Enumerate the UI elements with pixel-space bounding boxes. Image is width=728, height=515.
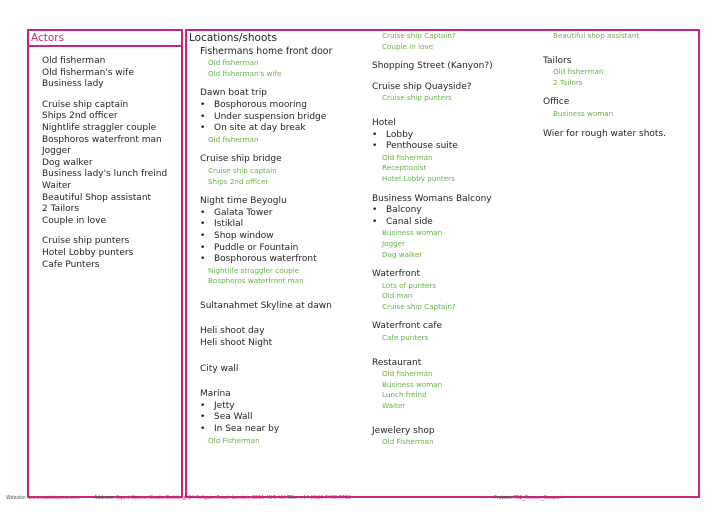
location-item: Fishermans home front door xyxy=(200,46,333,57)
location-bullet: • Bosphorous mooring xyxy=(200,100,332,112)
cast-item: Nightlife straggler couple xyxy=(208,265,300,275)
actor-item: Business lady's lunch freind xyxy=(42,169,168,180)
cast-item: Business woman xyxy=(382,228,443,238)
actor-item: Cruise ship captain xyxy=(42,99,129,110)
cast-item: 2 Tailors xyxy=(553,77,583,87)
cast-item: Beautiful shop assistant xyxy=(553,31,640,40)
cast-item: Cafe punters xyxy=(382,333,429,343)
page-footer xyxy=(6,495,706,505)
actor-item: Waiter xyxy=(42,180,72,191)
actors-heading: Actors xyxy=(31,32,65,44)
location-item: Business Womans Balcony xyxy=(372,193,492,204)
cast-item: Jogger xyxy=(382,238,406,248)
location-item: Restaurant xyxy=(372,357,422,368)
location-item: Night time Beyoglu xyxy=(200,196,287,207)
cast-item: Business woman xyxy=(382,379,443,389)
website-link[interactable]: www.squidopera.com xyxy=(28,496,80,501)
cast-item: Old fisherman xyxy=(553,67,604,77)
cast-item: Old fisherman's wife xyxy=(208,68,282,78)
location-item: Cruise ship Quayside? xyxy=(372,81,472,92)
cast-item: Couple in love xyxy=(382,41,434,51)
location-item: Heli shoot Night xyxy=(200,338,273,349)
cast-item: Old fisherman xyxy=(208,58,259,68)
location-bullet: • Lobby xyxy=(372,130,493,142)
project-value: TS2_Recom_Seaport xyxy=(513,496,563,501)
tel-info xyxy=(287,495,351,503)
location-item: Heli shoot day xyxy=(200,326,265,337)
location-bullet: • Jetty xyxy=(200,401,332,413)
actor-item: Old fisherman's wife xyxy=(42,67,134,78)
location-item: Waterfront xyxy=(372,269,421,280)
actor-item: Nightlife straggler couple xyxy=(42,122,157,133)
location-item: Tailors xyxy=(543,55,572,66)
cast-item: Bosphoros waterfront man xyxy=(208,276,304,286)
cast-item: Receptionist xyxy=(382,163,427,173)
location-item: Sultanahmet Skyline at dawn xyxy=(200,300,332,311)
cast-item: Lots of punters xyxy=(382,280,436,290)
location-bullet: • On site at day break xyxy=(200,123,332,135)
location-item: Office xyxy=(543,97,570,108)
location-item: Wier for rough water shots. xyxy=(543,128,667,139)
location-bullet: • Penthouse suite xyxy=(372,141,493,153)
location-bullet: • Sea Wall xyxy=(200,412,332,424)
cast-item: Waiter xyxy=(382,401,406,411)
actor-item: 2 Tailors xyxy=(42,204,80,215)
location-bullet: • Galata Tower xyxy=(200,208,332,220)
actors-list xyxy=(42,56,167,271)
location-bullet: • Under suspension bridge xyxy=(200,112,332,124)
actor-item: Ships 2nd officer xyxy=(42,111,118,122)
cast-item: Cruise ship punters xyxy=(382,93,452,103)
location-bullet: • In Sea near by xyxy=(200,424,332,436)
actor-item: Bosphoros waterfront man xyxy=(42,134,162,145)
location-item: City wall xyxy=(200,363,239,374)
cast-item: Old man xyxy=(382,291,413,301)
actor-item: Cafe Punters xyxy=(42,259,100,270)
cast-item: Business woman xyxy=(553,108,614,118)
locations-heading: Locations/shoots xyxy=(189,32,277,44)
location-bullet: • Istiklal xyxy=(200,219,332,231)
actor-item: Couple in love xyxy=(42,215,107,226)
address-label: Address: xyxy=(94,496,115,501)
actor-item: Beautiful Shop assistant xyxy=(42,192,152,203)
project-label: Project: xyxy=(494,496,513,501)
project-info xyxy=(494,495,562,503)
location-item: Marina xyxy=(200,389,231,400)
location-item: Cruise ship bridge xyxy=(200,154,282,165)
website-label: Website: xyxy=(6,496,27,501)
locations-column-1 xyxy=(200,46,332,446)
cast-item: Cruise ship Captain? xyxy=(382,31,456,40)
location-bullet: • Bosphorous waterfront xyxy=(200,254,332,266)
locations-column-2 xyxy=(372,31,493,448)
location-bullet: • Canal side xyxy=(372,217,493,229)
cast-item: Old Fisherman xyxy=(382,437,434,447)
cast-item: Cruise ship Captain? xyxy=(382,301,456,311)
cast-item: Ships 2nd officer xyxy=(208,176,269,186)
cast-item: Old fisherman xyxy=(382,152,433,162)
location-bullet: • Balcony xyxy=(372,205,493,217)
tel-value: +44 (0)20 7478 7788 xyxy=(298,496,351,501)
location-item: Waterfront cafe xyxy=(372,321,443,332)
cast-item: Old fisherman xyxy=(208,134,259,144)
website-info xyxy=(6,495,80,503)
address-info xyxy=(94,495,286,503)
location-item: Jewelery shop xyxy=(372,425,435,436)
cast-item: Hotel Lobby punters xyxy=(382,173,455,183)
actor-item: Hotel Lobby punters xyxy=(42,247,134,258)
cast-item: Lunch freind xyxy=(382,390,427,400)
location-item: Shopping Street (Kanyon?) xyxy=(372,61,493,72)
cast-item: Old fisherman xyxy=(382,369,433,379)
cast-item: Cruise ship captain xyxy=(208,165,277,175)
actor-item: Jogger xyxy=(42,146,71,157)
actor-item: Dog walker xyxy=(42,157,93,168)
location-bullet: • Shop window xyxy=(200,231,332,243)
actor-item: Business lady xyxy=(42,79,104,90)
cast-item: Dog walker xyxy=(382,249,423,259)
actor-item: Old fisherman xyxy=(42,56,106,66)
address-value: Squid Opera, Studio Building, 34 Fellgate Road, London, E811 4NR, UK xyxy=(116,496,286,501)
location-item: Dawn boat trip xyxy=(200,88,267,99)
location-item: Hotel xyxy=(372,117,396,128)
location-bullet: • Puddle or Fountain xyxy=(200,243,332,255)
locations-column-3 xyxy=(543,31,666,140)
actors-heading-rule xyxy=(29,45,181,47)
cast-item: Old Fisherman xyxy=(208,435,260,445)
actor-item: Cruise ship punters xyxy=(42,236,130,247)
tel-label: TEL: xyxy=(287,496,298,501)
